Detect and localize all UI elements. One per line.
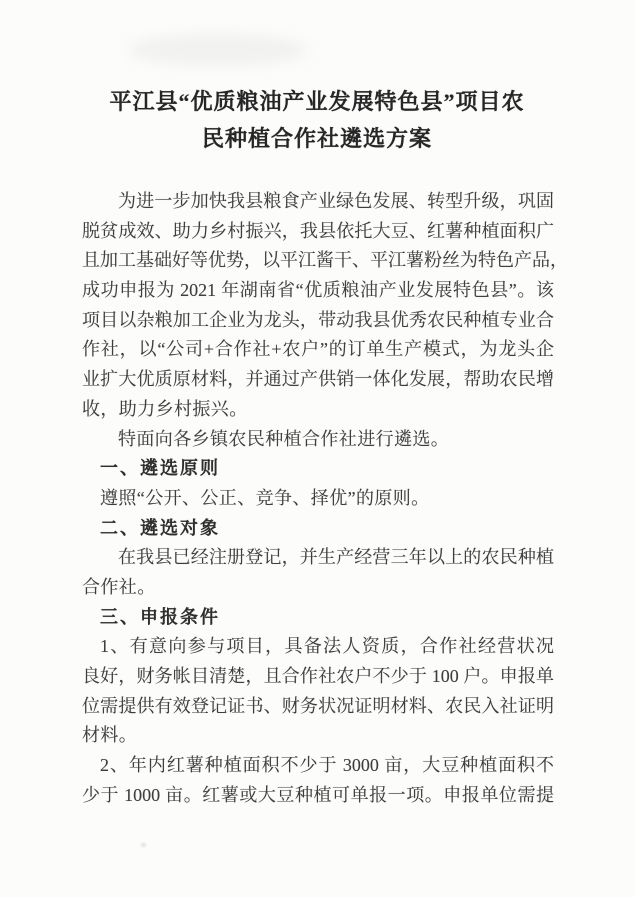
section-heading: 二、遴选对象 xyxy=(100,517,220,538)
title-line: 平江县“优质粮油产业发展特色县”项目农 xyxy=(109,89,525,114)
body-line: 2、年内红薯种植面积不少于 3000 亩，大豆种植面积不 xyxy=(100,755,554,776)
title-line: 民种植合作社遴选方案 xyxy=(201,126,432,151)
body-line: 成功申报为 2021 年湖南省“优质粮油产业发展特色县”。该 xyxy=(82,280,554,301)
body-line: 少于 1000 亩。红薯或大豆种植可单报一项。申报单位需提 xyxy=(82,784,554,805)
body-line: 且加工基础好等优势，以平江酱干、平江薯粉丝为特色产品， xyxy=(82,250,568,271)
body-line: 合作社。 xyxy=(82,576,156,597)
body-line: 位需提供有效登记证书、财务状况证明材料、农民入社证明 xyxy=(82,695,554,716)
body-line: 遵照“公开、公正、竞争、择优”的原则。 xyxy=(100,487,430,508)
body-line: 材料。 xyxy=(82,725,138,746)
section-heading: 一、遴选原则 xyxy=(100,458,220,479)
body-line: 特面向各乡镇农民种植合作社进行遴选。 xyxy=(118,428,450,449)
scan-speck xyxy=(141,843,146,847)
body-line: 作社，以“公司+合作社+农户”的订单生产模式，为龙头企 xyxy=(82,339,554,360)
body-line: 业扩大优质原材料，并通过产供销一体化发展，帮助农民增 xyxy=(82,369,554,390)
document-title xyxy=(57,83,577,157)
body-line: 1、有意向参与项目，具备法人资质，合作社经营状况 xyxy=(100,636,554,657)
body-line: 在我县已经注册登记，并生产经营三年以上的农民种植 xyxy=(118,547,554,568)
body-line: 脱贫成效、助力乡村振兴，我县依托大豆、红薯种植面积广 xyxy=(82,220,554,241)
body-line: 项目以杂粮加工企业为龙头，带动我县优秀农民种植专业合 xyxy=(82,309,554,330)
scan-smudge xyxy=(128,34,308,66)
body-line: 为进一步加快我县粮食产业绿色发展、转型升级，巩固 xyxy=(118,191,554,211)
section-heading: 三、申报条件 xyxy=(100,606,220,627)
body-line: 良好，财务帐目清楚，且合作社农户不少于 100 户。申报单 xyxy=(82,666,554,686)
body-line: 收，助力乡村振兴。 xyxy=(82,398,248,419)
document-body xyxy=(82,187,568,810)
